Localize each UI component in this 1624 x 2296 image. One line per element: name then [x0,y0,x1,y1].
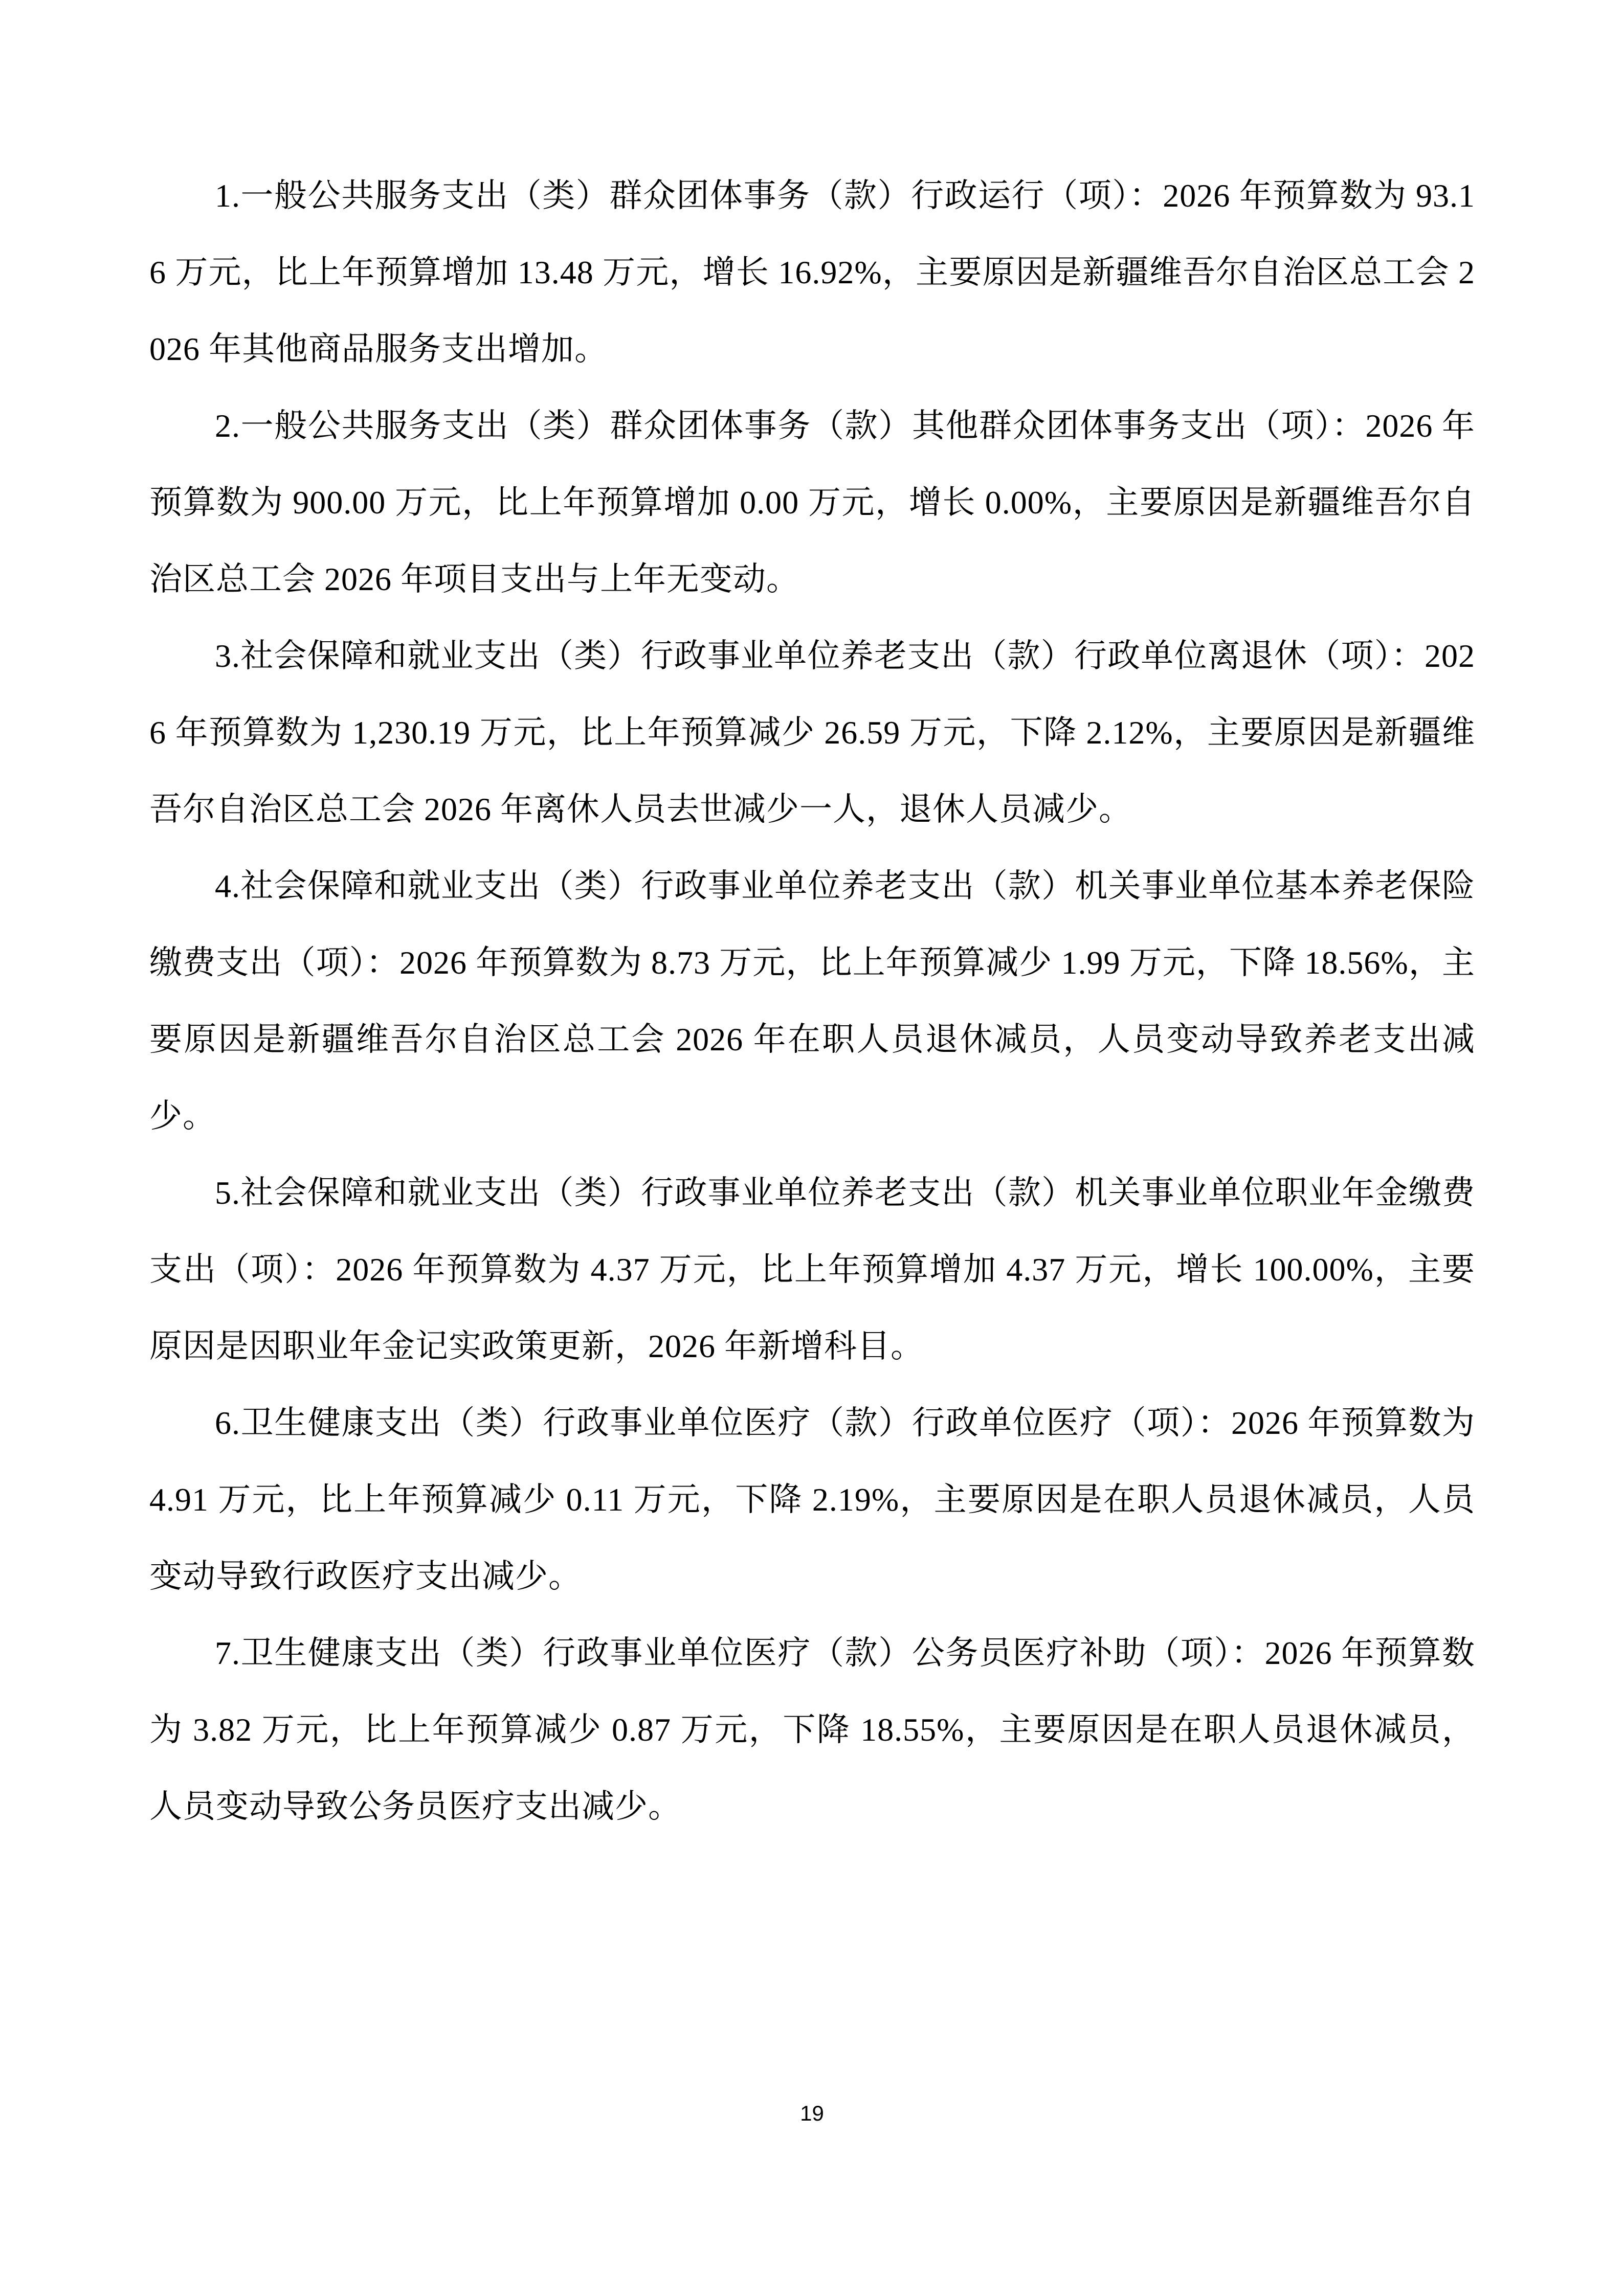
budget-item-paragraph-4: 4.社会保障和就业支出（类）行政事业单位养老支出（款）机关事业单位基本养老保险缴费支出（项）：2026 年预算数为 8.73 万元，比上年预算减少 1.99 万元，下降 18.56%，主要原因是新疆维吾尔自治区总工会 2026 年在职人员退休减员，人员变动导致养老支出减少。 [149,868,1475,1134]
page-number: 19 [800,2101,824,2125]
budget-item-paragraph-6: 6.卫生健康支出（类）行政事业单位医疗（款）行政单位医疗（项）：2026 年预算数为 4.91 万元，比上年预算减少 0.11 万元，下降 2.19%，主要原因是在职人员退休减员，人员变动导致行政医疗支出减少。 [149,1405,1475,1594]
budget-item-paragraph-2: 2.一般公共服务支出（类）群众团体事务（款）其他群众团体事务支出（项）：2026 年预算数为 900.00 万元，比上年预算增加 0.00 万元，增长 0.00%，主要原因是新疆维吾尔自治区总工会 2026 年项目支出与上年无变动。 [149,408,1475,597]
budget-item-paragraph-3: 3.社会保障和就业支出（类）行政事业单位养老支出（款）行政单位离退休（项）：2026 年预算数为 1,230.19 万元，比上年预算减少 26.59 万元，下降 2.12%，主要原因是新疆维吾尔自治区总工会 2026 年离休人员去世减少一人，退休人员减少。 [149,638,1475,827]
budget-item-paragraph-1: 1.一般公共服务支出（类）群众团体事务（款）行政运行（项）：2026 年预算数为 93.16 万元，比上年预算增加 13.48 万元，增长 16.92%，主要原因是新疆维吾尔自治区总工会 2026 年其他商品服务支出增加。 [149,177,1475,367]
budget-item-paragraph-7: 7.卫生健康支出（类）行政事业单位医疗（款）公务员医疗补助（项）：2026 年预算数为 3.82 万元，比上年预算减少 0.87 万元，下降 18.55%，主要原因是在职人员退休减员，人员变动导致公务员医疗支出减少。 [149,1635,1475,1825]
document-body-text [149,157,1475,1845]
budget-item-paragraph-5: 5.社会保障和就业支出（类）行政事业单位养老支出（款）机关事业单位职业年金缴费支出（项）：2026 年预算数为 4.37 万元，比上年预算增加 4.37 万元，增长 100.00%，主要原因是因职业年金记实政策更新，2026 年新增科目。 [149,1175,1475,1364]
